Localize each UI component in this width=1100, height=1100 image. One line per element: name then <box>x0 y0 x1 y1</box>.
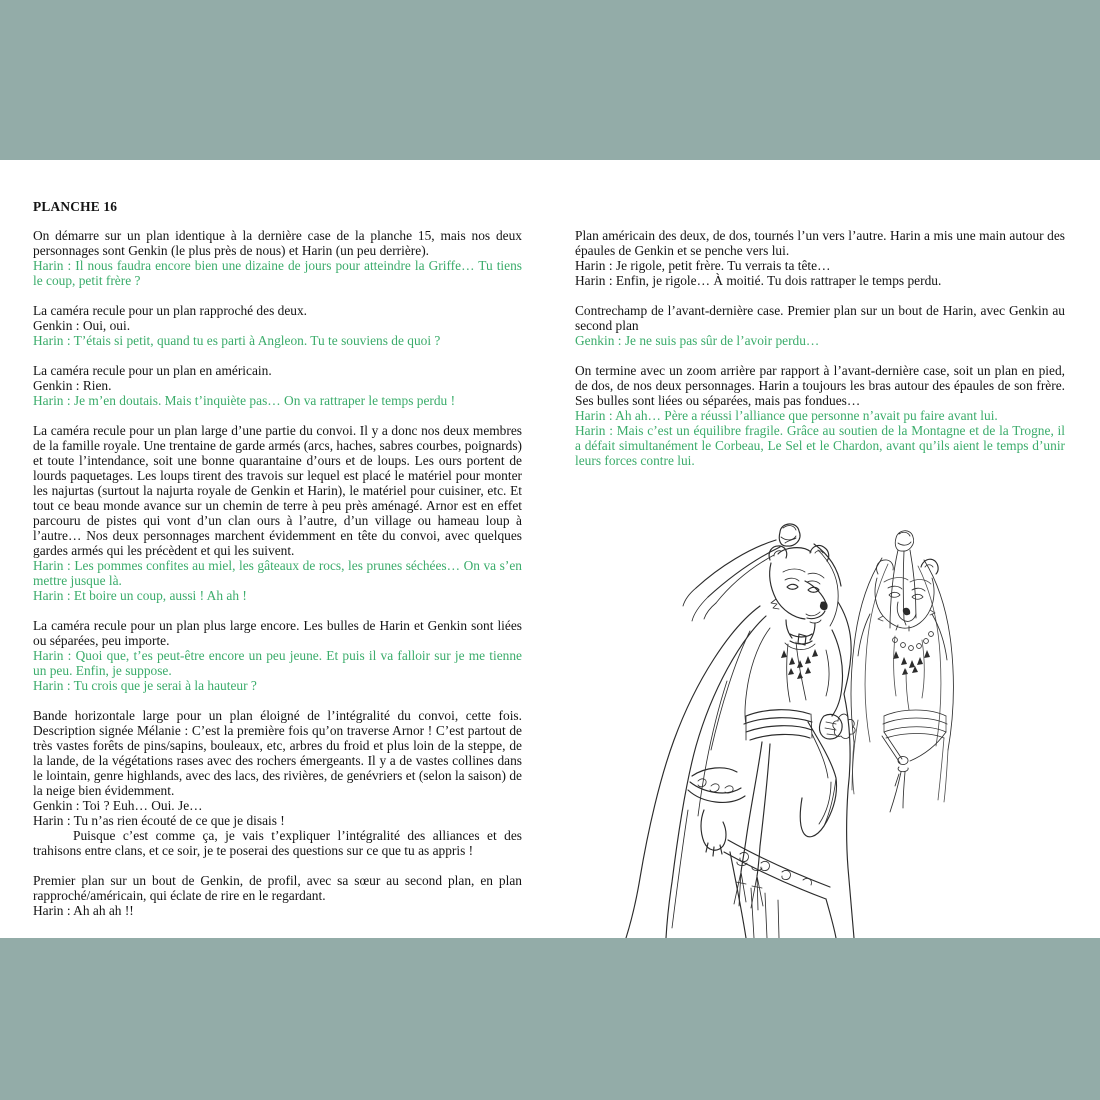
script-block <box>33 228 522 288</box>
dialogue-line: Genkin : Je ne suis pas sûr de l’avoir perdu… <box>575 333 820 348</box>
script-paragraph: Harin : Enfin, je rigole… À moitié. Tu dois rattraper le temps perdu. <box>575 273 942 288</box>
script-paragraph: La caméra recule pour un plan en américain. <box>33 363 272 378</box>
script-paragraph: Contrechamp de l’avant-dernière case. Premier plan sur un bout de Harin, avec Genkin au second plan <box>575 303 1065 333</box>
dialogue-line: Harin : Il nous faudra encore bien une dizaine de jours pour atteindre la Griffe… Tu tiens le coup, petit frère ? <box>33 258 522 288</box>
bear-character-left-sketch <box>626 524 855 938</box>
script-block <box>33 363 522 408</box>
script-paragraph: La caméra recule pour un plan plus large encore. Les bulles de Harin et Genkin sont liées ou séparées, peu importe. <box>33 618 522 648</box>
script-block <box>33 708 522 858</box>
script-paragraph: On démarre sur un plan identique à la dernière case de la planche 15, mais nos deux personnages sont Genkin (le plus près de nous) et Harin (un peu derrière). <box>33 228 522 258</box>
script-paragraph: Harin : Je rigole, petit frère. Tu verrais ta tête… <box>575 258 831 273</box>
script-block <box>575 363 1065 468</box>
dialogue-line: Harin : Et boire un coup, aussi ! Ah ah ! <box>33 588 247 603</box>
dialogue-line: Harin : Les pommes confites au miel, les gâteaux de rocs, les prunes séchées… On va s’en mettre jusque là. <box>33 558 522 588</box>
script-block <box>33 303 522 348</box>
script-paragraph: Plan américain des deux, de dos, tournés l’un vers l’autre. Harin a mis une main autour des épaules de Genkin et se penche vers lui. <box>575 228 1065 258</box>
dialogue-line: Harin : T’étais si petit, quand tu es parti à Angleon. Tu te souviens de quoi ? <box>33 333 441 348</box>
script-paragraph: Harin : Ah ah ah !! <box>33 903 134 918</box>
script-block <box>33 873 522 918</box>
script-block <box>33 618 522 693</box>
character-sketch-illustration <box>600 510 1000 938</box>
document-page <box>0 160 1100 938</box>
right-column <box>575 160 1065 468</box>
script-paragraph: On termine avec un zoom arrière par rapport à l’avant-dernière case, soit un plan en pied, de dos, de nos deux personnages. Harin a toujours les bras autour des épaules de son frère. Ses bulles sont liées ou séparées, mais pas fondues… <box>575 363 1065 408</box>
left-column <box>33 160 522 918</box>
dialogue-line: Harin : Je m’en doutais. Mais t’inquiète pas… On va rattraper le temps perdu ! <box>33 393 456 408</box>
bottom-margin-band <box>0 938 1100 1100</box>
script-block <box>33 423 522 603</box>
script-paragraph: Puisque c’est comme ça, je vais t’expliquer l’intégralité des alliances et des trahisons entre clans, et ce soir, je te poserai des questions sur ce que tu as appris ! <box>33 828 522 858</box>
script-paragraph: Genkin : Rien. <box>33 378 112 393</box>
two-bear-characters-drawing <box>600 510 1000 938</box>
script-block <box>575 303 1065 348</box>
script-paragraph: Genkin : Oui, oui. <box>33 318 131 333</box>
dialogue-line: Harin : Tu crois que je serai à la hauteur ? <box>33 678 257 693</box>
script-paragraph: Genkin : Toi ? Euh… Oui. Je… <box>33 798 203 813</box>
script-paragraph: La caméra recule pour un plan rapproché des deux. <box>33 303 308 318</box>
dialogue-line: Harin : Ah ah… Père a réussi l’alliance que personne n’avait pu faire avant lui. <box>575 408 998 423</box>
left-column-blocks <box>33 228 522 918</box>
top-margin-band <box>0 0 1100 160</box>
script-paragraph: Premier plan sur un bout de Genkin, de profil, avec sa sœur au second plan, en plan rapproché/américain, qui éclate de rire en le regardant. <box>33 873 522 903</box>
script-paragraph: La caméra recule pour un plan large d’une partie du convoi. Il y a donc nos deux membres de la famille royale. Une trentaine de garde armés (arcs, haches, sabres courbes, poignards) et toute l’intendance, soit une bonne quarantaine d’ours et de loups. Les ours portent de lourds paquetages. Les loups tirent des travois sur lequel est placé le matériel pour monter les najurtas (surtout la najurta royale de Genkin et Harin), le matériel pour cuisiner, etc. Et tout ce beau monde avance sur un chemin de terre à peu près aménagé. Arnor est en effet parcouru de pistes qui vont d’un clan ours à l’autre, d’un village ou hameau loup à l’autre… Nos deux personnages marchent évidemment en tête du convoi, avec quelques gardes armés qui les précèdent et qui les suivent. <box>33 423 522 558</box>
page-title: PLANCHE 16 <box>33 199 118 214</box>
bear-character-right-sketch <box>851 531 953 812</box>
script-block <box>575 228 1065 288</box>
script-paragraph: Bande horizontale large pour un plan éloigné de l’intégralité du convoi, cette fois. Description signée Mélanie : C’est la première fois qu’on traverse Arnor ! C’est partout de très vastes forêts de pins/sapins, bouleaux, etc, arbres du froid et plus loin de la steppe, de la lande, de la végétations rases avec des rochers émergeants. Il y a de vastes collines dans le lointain, genre highlands, avec des lacs, des rivières, de genévriers et (selon la saison) de la neige bien évidemment. <box>33 708 522 798</box>
dialogue-line: Harin : Mais c’est un équilibre fragile. Grâce au soutien de la Montagne et de la Trogne, il a défait simultanément le Corbeau, Le Sel et le Chardon, avant qu’ils aient le temps d’unir leurs forces contre lui. <box>575 423 1065 468</box>
script-paragraph: Harin : Tu n’as rien écouté de ce que je disais ! <box>33 813 285 828</box>
right-column-blocks <box>575 228 1065 468</box>
dialogue-line: Harin : Quoi que, t’es peut-être encore un peu jeune. Et puis il va falloir sur je me tienne un peu. Enfin, je suppose. <box>33 648 522 678</box>
